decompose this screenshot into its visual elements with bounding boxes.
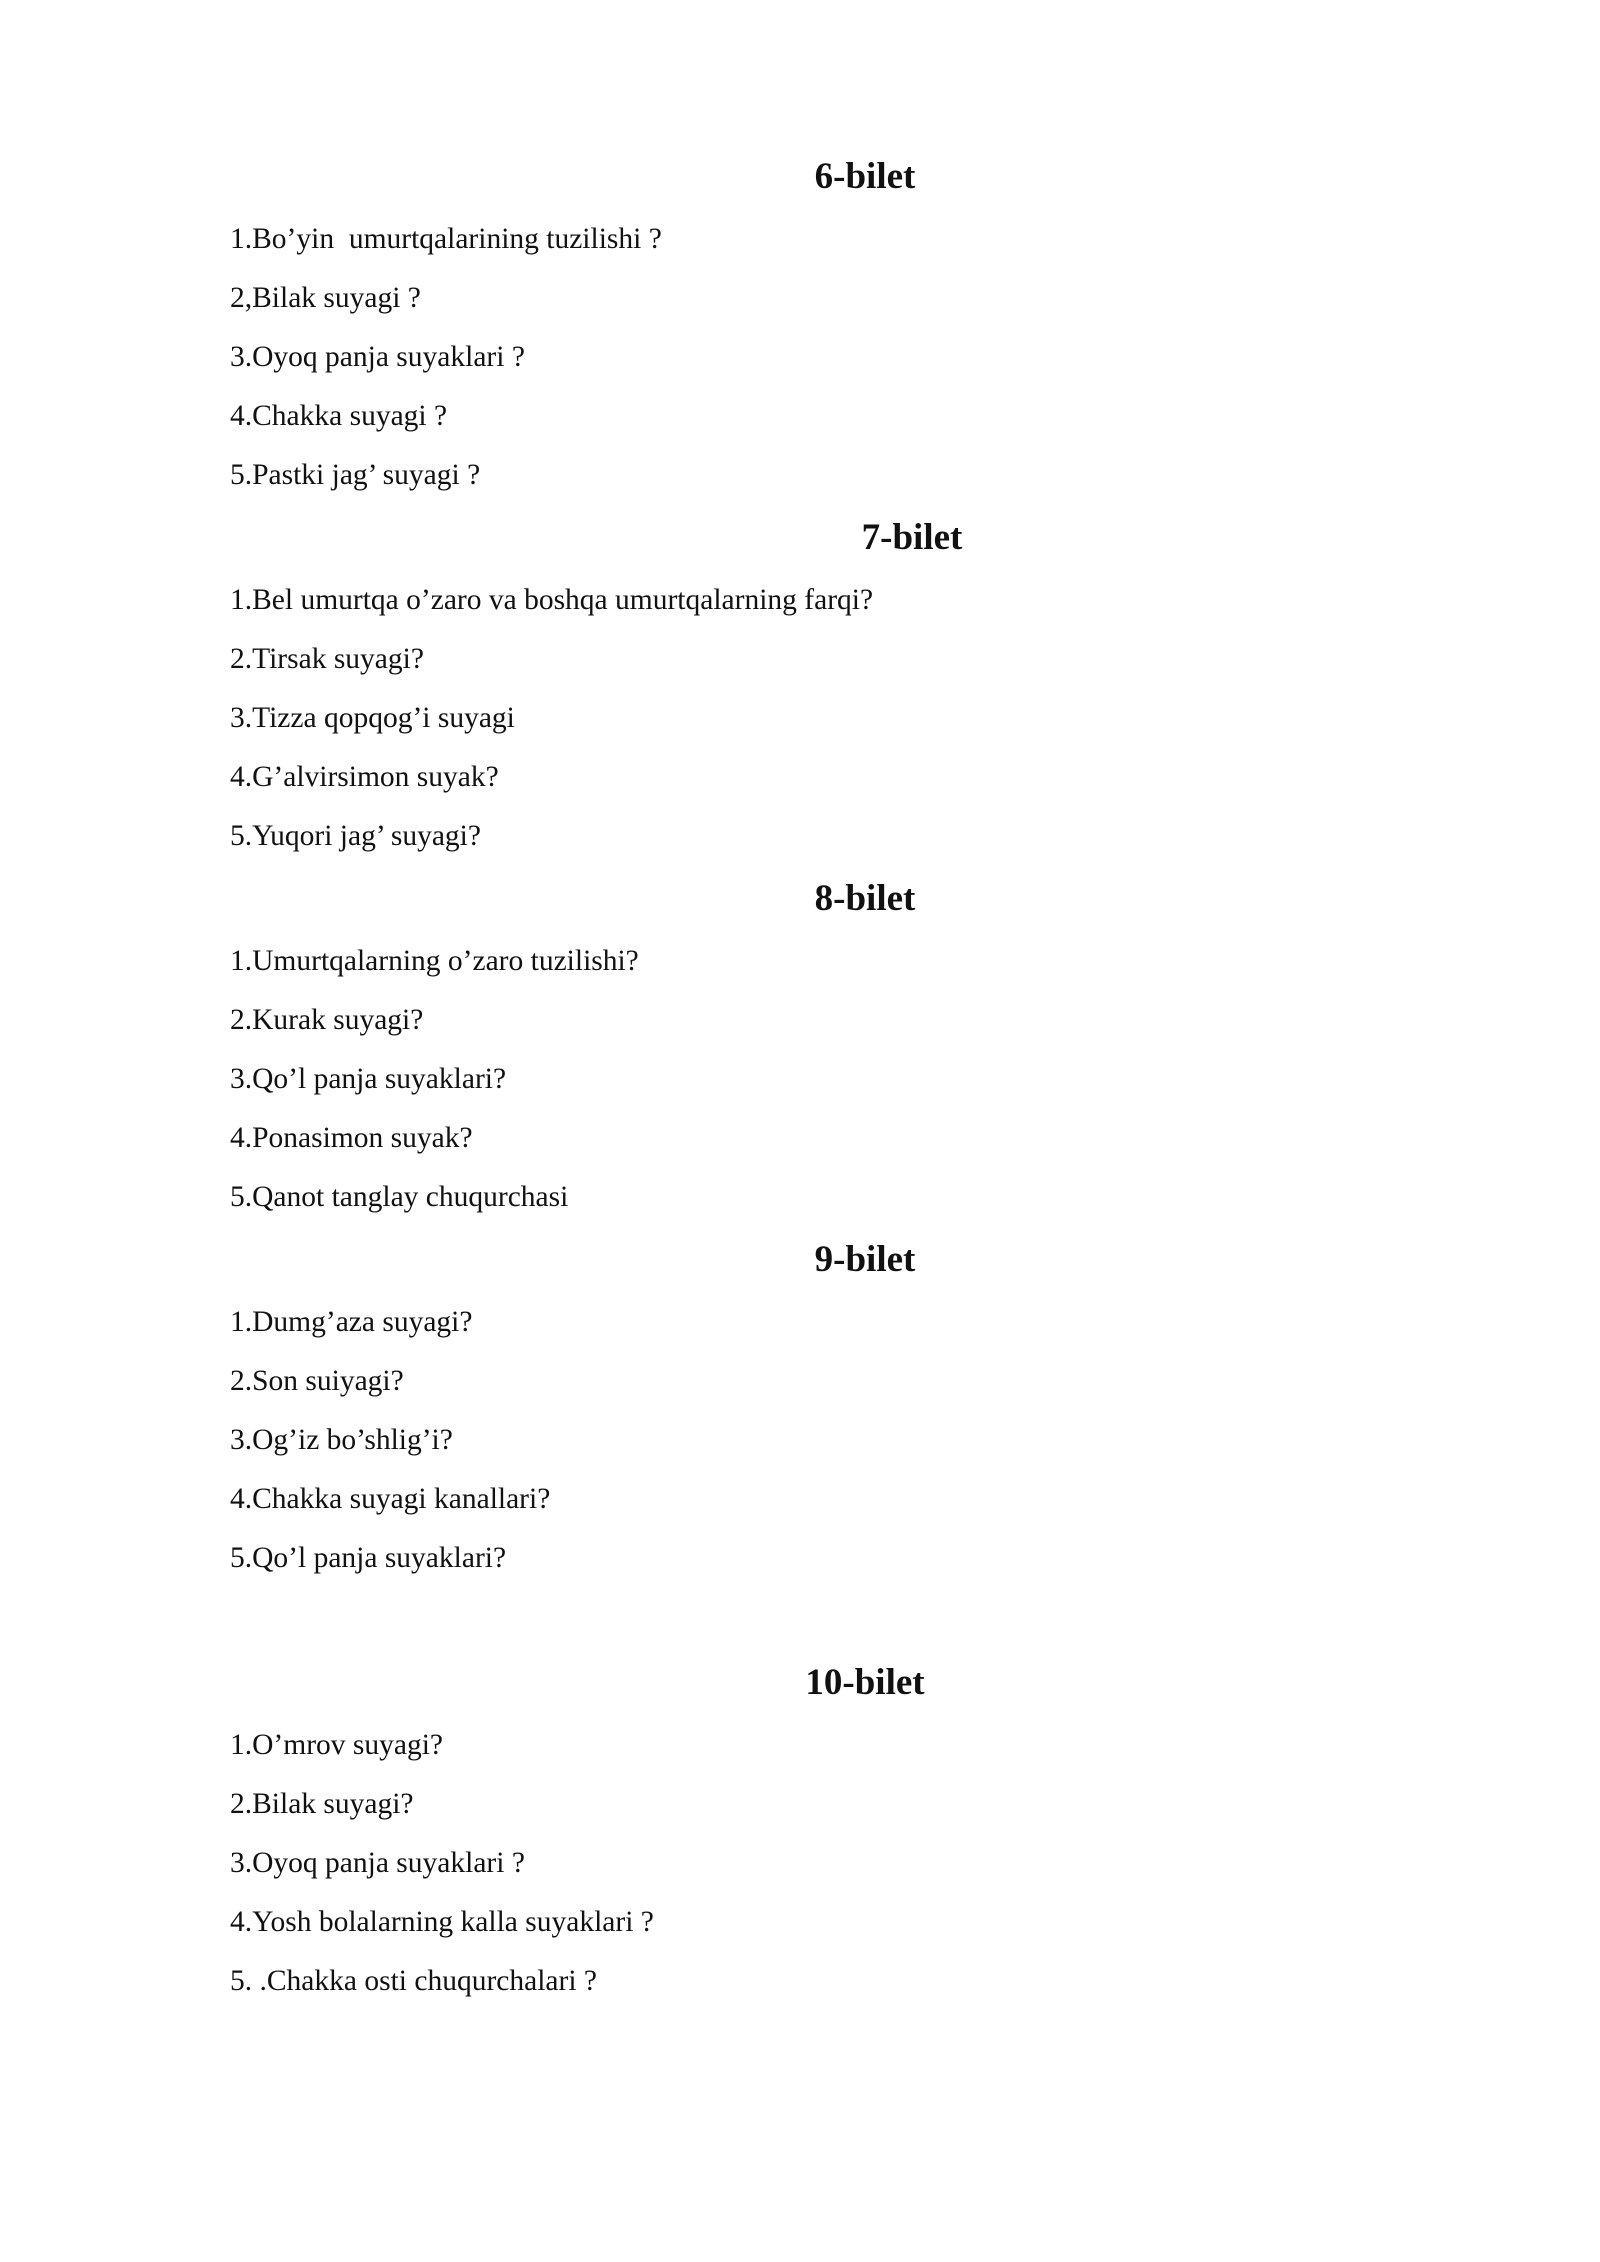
question-item: 3.Qo’l panja suyaklari? xyxy=(230,1063,507,1095)
question-item: 2.Kurak suyagi? xyxy=(230,1004,424,1036)
ticket-title: 8-bilet xyxy=(814,878,916,919)
ticket-title: 7-bilet xyxy=(861,517,963,558)
ticket-title: 10-bilet xyxy=(805,1662,925,1703)
question-item: 2.Bilak suyagi? xyxy=(230,1788,414,1820)
question-item: 4.Yosh bolalarning kalla suyaklari ? xyxy=(230,1906,654,1938)
question-item: 1.O’mrov suyagi? xyxy=(230,1729,444,1761)
question-item: 2,Bilak suyagi ? xyxy=(230,282,421,314)
question-item: 1.Dumg’aza suyagi? xyxy=(230,1306,473,1338)
question-item: 1.Bo’yin umurtqalarining tuzilishi ? xyxy=(230,223,662,255)
ticket-10 xyxy=(230,1650,1500,2011)
question-item: 5.Qanot tanglay chuqurchasi xyxy=(230,1181,569,1213)
ticket-8 xyxy=(230,866,1500,1227)
question-item: 4.Chakka suyagi kanallari? xyxy=(230,1483,551,1515)
question-item: 3.Tizza qopqog’i suyagi xyxy=(230,702,515,734)
question-item: 4.G’alvirsimon suyak? xyxy=(230,761,499,793)
ticket-title: 9-bilet xyxy=(814,1239,916,1280)
ticket-6 xyxy=(230,144,1500,505)
ticket-9 xyxy=(230,1227,1500,1588)
question-item: 5.Yuqori jag’ suyagi? xyxy=(230,820,481,852)
question-item: 4.Chakka suyagi ? xyxy=(230,400,448,432)
question-item: 2.Tirsak suyagi? xyxy=(230,643,424,675)
question-item: 5.Pastki jag’ suyagi ? xyxy=(230,459,481,491)
question-item: 2.Son suiyagi? xyxy=(230,1365,404,1397)
ticket-title: 6-bilet xyxy=(814,156,916,197)
question-item: 3.Oyoq panja suyaklari ? xyxy=(230,341,525,373)
question-item: 5. .Chakka osti chuqurchalari ? xyxy=(230,1965,597,1997)
ticket-7 xyxy=(230,505,1500,866)
question-item: 3.Og’iz bo’shlig’i? xyxy=(230,1424,453,1456)
document-page xyxy=(230,144,1500,2011)
question-item: 1.Umurtqalarning o’zaro tuzilishi? xyxy=(230,945,639,977)
question-item: 4.Ponasimon suyak? xyxy=(230,1122,473,1154)
question-item: 5.Qo’l panja suyaklari? xyxy=(230,1542,507,1574)
question-item: 3.Oyoq panja suyaklari ? xyxy=(230,1847,525,1879)
question-item: 1.Bel umurtqa o’zaro va boshqa umurtqalarning farqi? xyxy=(230,584,874,616)
